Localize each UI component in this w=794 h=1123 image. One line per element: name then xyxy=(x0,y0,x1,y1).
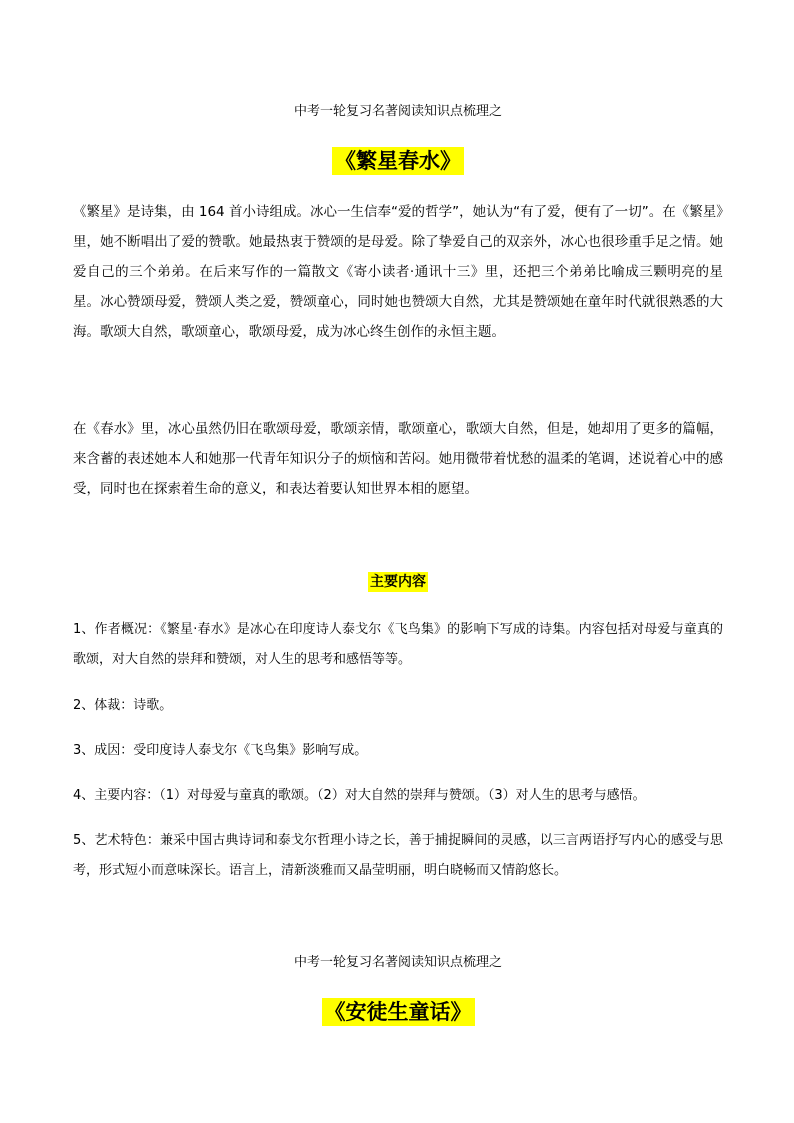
section2-title-wrap xyxy=(73,998,723,1026)
list-item: 4、主要内容：（1）对母爱与童真的歌颂。（2）对大自然的崇拜与赞颂。（3）对人生的思考与感悟。 xyxy=(73,788,646,803)
list-item: 3、成因：受印度诗人泰戈尔《飞鸟集》影响写成。 xyxy=(73,743,368,758)
section1-title-wrap xyxy=(73,147,723,175)
section1-title: 《繁星春水》 xyxy=(332,147,464,175)
intro-paragraph-1: 《繁星》是诗集，由 164 首小诗组成。冰心一生信奉“爱的哲学”，她认为“有了爱，便有了一切”。在《繁星》里，她不断唱出了爱的赞歌。她最热衷于赞颂的是母爱。除了挚爱自己的双亲外，冰心也很珍重手足之情。她爱自己的三个弟弟。在后来写作的一篇散文《寄小读者·通讯十三》里，还把三个弟弟比喻成三颗明亮的星星。冰心赞颂母爱，赞颂人类之爱，赞颂童心，同时她也赞颂大自然，尤其是赞颂她在童年时代就很熟悉的大海。歌颂大自然，歌颂童心，歌颂母爱，成为冰心终生创作的永恒主题。 xyxy=(73,204,723,340)
main-content-heading-wrap xyxy=(73,571,723,592)
section2-subtitle: 中考一轮复习名著阅读知识点梳理之 xyxy=(293,955,502,970)
section1-subtitle: 中考一轮复习名著阅读知识点梳理之 xyxy=(293,104,502,119)
main-content-heading: 主要内容 xyxy=(370,574,426,590)
intro-paragraph-2: 在《春水》里，冰心虽然仍旧在歌颂母爱，歌颂亲情，歌颂童心，歌颂大自然，但是，她却用了更多的篇幅，来含蓄的表述她本人和她那一代青年知识分子的烦恼和苦闷。她用微带着忧愁的温柔的笔调，述说着心中的感受，同时也在探索着生命的意义，和表达着要认知世界本相的愿望。 xyxy=(73,421,723,497)
list-item: 1、作者概况：《繁星·春水》是冰心在印度诗人泰戈尔《飞鸟集》的影响下写成的诗集。内容包括对母爱与童真的歌颂，对大自然的崇拜和赞颂，对人生的思考和感悟等等。 xyxy=(73,622,723,667)
list-item: 2、体裁：诗歌。 xyxy=(73,698,173,713)
document-page xyxy=(73,0,723,1123)
section2-title: 《安徒生童话》 xyxy=(322,998,475,1026)
list-item: 5、艺术特色：兼采中国古典诗词和泰戈尔哲理小诗之长，善于捕捉瞬间的灵感，以三言两语抒写内心的感受与思考，形式短小而意味深长。语言上，清新淡雅而又晶莹明丽，明白晓畅而又情韵悠长。 xyxy=(73,833,723,878)
